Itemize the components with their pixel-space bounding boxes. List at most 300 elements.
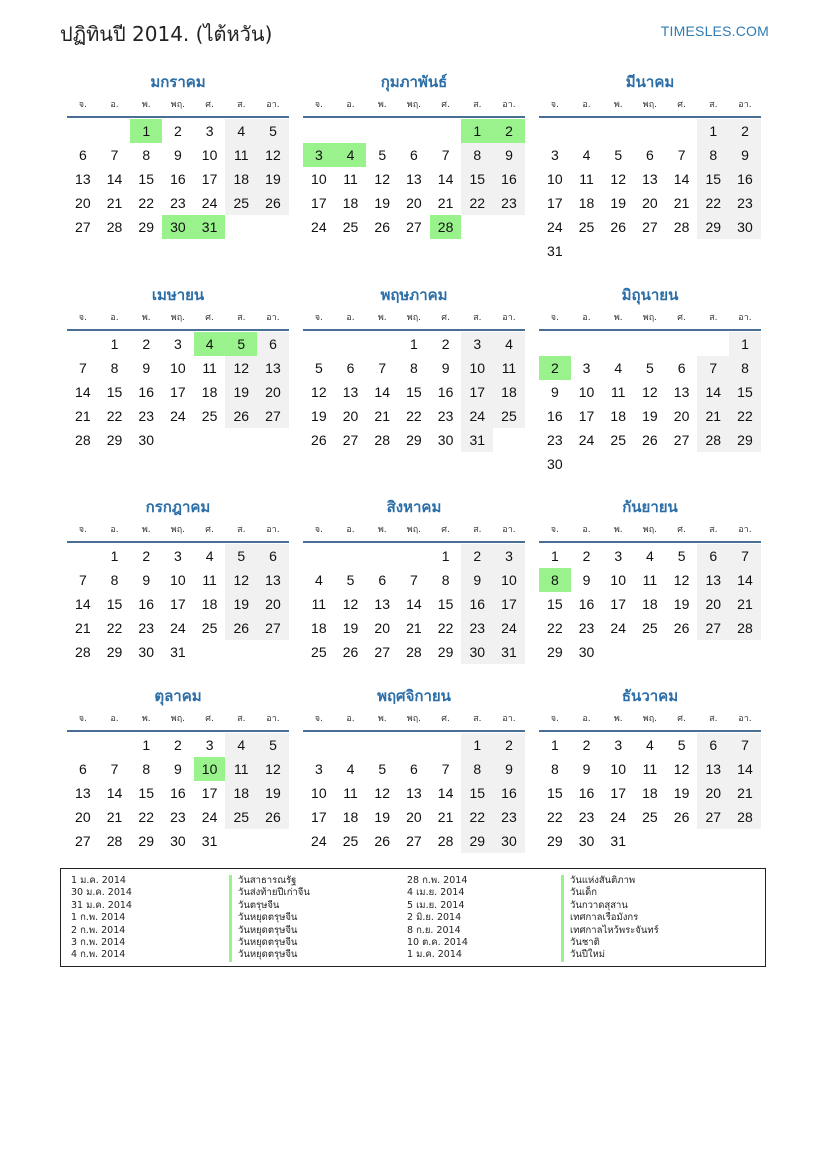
weekday-label: ส.: [237, 313, 246, 323]
day-cell: 27: [75, 219, 91, 235]
empty-day-cell: [571, 332, 603, 356]
week-row: [539, 404, 761, 428]
legend-date: 4 ก.พ. 2014: [71, 949, 126, 961]
page-title: ปฏิทินปี 2014. (ไต้หวัน): [60, 22, 273, 46]
week-row: [67, 781, 289, 805]
weekday-label: จ.: [78, 100, 87, 110]
day-cell: 4: [314, 572, 323, 588]
empty-day-cell: [571, 119, 603, 143]
weekday-label: อ.: [110, 525, 119, 535]
day-cell: 14: [697, 380, 729, 404]
weekday-label: พฤ.: [170, 313, 186, 323]
day-cell: 17: [610, 596, 626, 612]
day-cell: 5: [346, 572, 355, 588]
empty-day-cell: [602, 452, 634, 476]
day-cell: 6: [78, 761, 87, 777]
day-cell: 13: [697, 757, 729, 781]
empty-day-cell: [430, 733, 462, 757]
weekday-label: ส.: [237, 525, 246, 535]
day-cell: 4: [646, 737, 654, 753]
day-cell: 10: [311, 171, 327, 187]
weekday-label: อ.: [346, 525, 355, 535]
week-row: [539, 119, 761, 143]
legend-holiday-name: วันหยุดตรุษจีน: [229, 912, 310, 924]
day-cell: 11: [343, 785, 358, 801]
empty-day-cell: [67, 733, 99, 757]
week-row: [539, 215, 761, 239]
day-cell: 1: [550, 548, 559, 564]
day-cell: 9: [174, 147, 182, 163]
weekday-label: อ.: [582, 525, 591, 535]
day-cell: 17: [170, 596, 186, 612]
day-cell: 4: [225, 733, 257, 757]
day-cell: 12: [673, 761, 690, 777]
legend-holiday-name: วันตรุษจีน: [229, 900, 310, 912]
empty-day-cell: [666, 640, 698, 664]
day-cell: 25: [201, 620, 218, 636]
day-cell: 2: [461, 544, 493, 568]
legend-holiday-name: วันชาติ: [561, 937, 659, 949]
day-cell: 28: [106, 219, 123, 235]
day-cell: 26: [673, 620, 690, 636]
day-cell: 19: [610, 195, 626, 211]
day-cell: 19: [311, 408, 327, 424]
weekday-label: อ.: [582, 714, 591, 724]
day-cell: 30: [578, 644, 595, 660]
weekday-label: ส.: [709, 714, 718, 724]
day-cell: 20: [342, 408, 359, 424]
day-cell: 22: [106, 620, 123, 636]
week-row: [539, 568, 761, 592]
day-cell: 5: [257, 733, 289, 757]
day-cell: 20: [257, 380, 289, 404]
day-cell: 30: [547, 456, 563, 472]
empty-day-cell: [634, 332, 666, 356]
weekday-label: ส.: [709, 313, 718, 323]
day-cell: 13: [697, 568, 729, 592]
month-12: [539, 684, 761, 853]
weekday-label: พ.: [613, 313, 623, 323]
day-cell: 28: [75, 432, 91, 448]
day-cell: 12: [673, 572, 690, 588]
day-cell: 2: [142, 336, 151, 352]
weekday-label: พ.: [141, 313, 151, 323]
weekday-label: พฤ.: [642, 714, 658, 724]
day-cell: 9: [461, 568, 493, 592]
day-cell: 30: [138, 644, 154, 660]
day-cell: 25: [225, 191, 257, 215]
empty-day-cell: [461, 215, 493, 239]
day-cell: 12: [374, 171, 390, 187]
weekday-header: [67, 708, 289, 732]
week-row: [539, 757, 761, 781]
day-cell: 15: [106, 384, 123, 400]
day-cell: 5: [378, 761, 387, 777]
day-cell: 15: [138, 785, 154, 801]
week-row: [303, 781, 525, 805]
day-cell: 16: [578, 596, 595, 612]
day-cell: 24: [493, 616, 525, 640]
month-name: มกราคม: [150, 73, 206, 91]
weekday-label: ศ.: [441, 714, 450, 724]
weekday-label: ศ.: [441, 313, 450, 323]
weekday-label: ศ.: [677, 714, 686, 724]
day-cell: 30: [729, 215, 761, 239]
weekday-label: ศ.: [677, 525, 686, 535]
day-cell: 6: [257, 332, 289, 356]
day-cell: 30: [578, 833, 595, 849]
empty-day-cell: [697, 640, 729, 664]
day-cell: 20: [257, 592, 289, 616]
day-cell: 7: [677, 147, 686, 163]
day-cell: 10: [170, 360, 186, 376]
weekday-label: ส.: [473, 714, 482, 724]
month-name: สิงหาคม: [386, 498, 442, 516]
day-cell: 21: [729, 781, 761, 805]
legend-date: 2 ก.พ. 2014: [71, 924, 126, 936]
day-cell: 8: [110, 360, 119, 376]
empty-day-cell: [303, 544, 335, 568]
weekday-label: จ.: [314, 525, 323, 535]
weekday-label: อา.: [266, 525, 280, 535]
day-cell: 25: [311, 644, 327, 660]
empty-day-cell: [697, 452, 729, 476]
day-cell: 22: [138, 195, 154, 211]
day-cell: 1: [130, 119, 162, 143]
day-cell: 18: [642, 785, 658, 801]
weekday-label: ส.: [237, 714, 246, 724]
week-row: [67, 428, 289, 452]
day-cell: 26: [257, 805, 289, 829]
day-cell: 27: [642, 219, 658, 235]
weekday-label: พ.: [141, 100, 151, 110]
empty-day-cell: [666, 119, 698, 143]
day-cell: 29: [697, 215, 729, 239]
day-cell: 17: [201, 171, 218, 187]
day-cell: 9: [142, 572, 151, 588]
day-cell: 2: [582, 737, 591, 753]
day-cell: 21: [437, 809, 454, 825]
empty-day-cell: [366, 544, 398, 568]
week-row: [539, 143, 761, 167]
weekday-label: อา.: [266, 100, 280, 110]
empty-day-cell: [539, 332, 571, 356]
weekday-header: [303, 307, 525, 331]
weekday-label: อา.: [502, 714, 516, 724]
empty-day-cell: [335, 733, 367, 757]
day-cell: 23: [461, 616, 493, 640]
legend-holiday-name: วันสาธารณรัฐ: [229, 875, 310, 887]
weekday-label: พ.: [377, 525, 387, 535]
day-cell: 21: [75, 408, 91, 424]
weekday-label: พฤ.: [406, 714, 422, 724]
day-cell: 19: [342, 620, 359, 636]
day-cell: 27: [75, 833, 91, 849]
day-cell: 28: [75, 644, 91, 660]
day-cell: 17: [201, 785, 218, 801]
day-cell: 12: [225, 568, 257, 592]
empty-day-cell: [162, 428, 194, 452]
weekday-label: พ.: [613, 525, 623, 535]
weekday-header: [539, 708, 761, 732]
day-cell: 7: [78, 572, 87, 588]
day-cell: 22: [547, 809, 563, 825]
week-row: [67, 215, 289, 239]
month-4: [67, 283, 289, 452]
month-9: [539, 495, 761, 664]
month-3: [539, 70, 761, 263]
legend-date: 1 ม.ค. 2014: [71, 875, 126, 886]
empty-day-cell: [225, 829, 257, 853]
day-cell: 7: [78, 360, 87, 376]
day-cell: 27: [697, 805, 729, 829]
empty-day-cell: [398, 544, 430, 568]
empty-day-cell: [729, 829, 761, 853]
legend-holiday-name: วันหยุดตรุษจีน: [229, 925, 310, 937]
month-7: [67, 495, 289, 664]
day-cell: 16: [461, 592, 493, 616]
week-row: [67, 829, 289, 853]
empty-day-cell: [697, 829, 729, 853]
week-row: [67, 167, 289, 191]
day-cell: 4: [582, 147, 591, 163]
empty-day-cell: [493, 428, 525, 452]
weekday-label: พ.: [141, 525, 151, 535]
day-cell: 11: [642, 761, 658, 777]
weekday-label: ศ.: [205, 525, 214, 535]
day-cell: 28: [729, 616, 761, 640]
weekday-label: พฤ.: [642, 525, 658, 535]
day-cell: 29: [106, 644, 123, 660]
weekday-label: อา.: [738, 313, 752, 323]
week-row: [67, 757, 289, 781]
weekday-label: ศ.: [677, 100, 686, 110]
day-cell: 5: [614, 147, 623, 163]
day-cell: 23: [138, 620, 154, 636]
month-name: มิถุนายน: [621, 286, 679, 304]
day-cell: 24: [610, 620, 626, 636]
day-cell: 15: [547, 785, 563, 801]
day-cell: 25: [201, 408, 218, 424]
weekday-header: [539, 307, 761, 331]
day-cell: 19: [673, 596, 690, 612]
day-cell: 5: [225, 332, 257, 356]
day-cell: 13: [75, 785, 91, 801]
month-1: [67, 70, 289, 239]
day-cell: 14: [106, 171, 123, 187]
day-cell: 31: [194, 215, 226, 239]
day-cell: 21: [437, 195, 454, 211]
day-cell: 21: [106, 195, 123, 211]
weekday-label: พฤ.: [406, 100, 422, 110]
day-cell: 25: [493, 404, 525, 428]
day-cell: 24: [610, 809, 626, 825]
weekday-label: พ.: [613, 100, 623, 110]
day-cell: 30: [461, 640, 493, 664]
day-cell: 3: [582, 360, 591, 376]
weekday-label: อ.: [346, 100, 355, 110]
day-cell: 31: [493, 640, 525, 664]
day-cell: 25: [225, 805, 257, 829]
day-cell: 7: [378, 360, 387, 376]
day-cell: 15: [729, 380, 761, 404]
day-cell: 23: [729, 191, 761, 215]
day-cell: 7: [441, 761, 450, 777]
weekday-label: อ.: [346, 714, 355, 724]
day-cell: 31: [610, 833, 626, 849]
month-name: กันยายน: [622, 498, 678, 516]
day-cell: 14: [673, 171, 690, 187]
day-cell: 5: [677, 548, 686, 564]
week-row: [303, 167, 525, 191]
empty-day-cell: [729, 239, 761, 263]
day-cell: 16: [578, 785, 595, 801]
week-row: [303, 215, 525, 239]
day-cell: 17: [311, 195, 327, 211]
empty-day-cell: [539, 119, 571, 143]
day-cell: 23: [578, 620, 595, 636]
day-cell: 23: [138, 408, 154, 424]
day-cell: 26: [610, 219, 626, 235]
weekday-label: พฤ.: [642, 313, 658, 323]
weekday-label: จ.: [78, 313, 87, 323]
weekday-label: พฤ.: [170, 525, 186, 535]
empty-day-cell: [493, 215, 525, 239]
day-cell: 10: [578, 384, 595, 400]
week-row: [67, 616, 289, 640]
weekday-label: ส.: [709, 525, 718, 535]
day-cell: 14: [374, 384, 390, 400]
empty-day-cell: [303, 332, 335, 356]
holiday-legend: [60, 868, 766, 967]
day-cell: 8: [142, 147, 151, 163]
day-cell: 16: [138, 384, 154, 400]
day-cell: 5: [314, 360, 323, 376]
day-cell: 30: [170, 833, 186, 849]
weekday-label: ส.: [473, 313, 482, 323]
weekday-label: ศ.: [205, 714, 214, 724]
day-cell: 11: [579, 171, 594, 187]
day-cell: 27: [406, 833, 422, 849]
day-cell: 21: [729, 592, 761, 616]
empty-day-cell: [697, 239, 729, 263]
day-cell: 11: [493, 356, 525, 380]
day-cell: 1: [110, 548, 119, 564]
month-2: [303, 70, 525, 239]
weekday-label: ส.: [237, 100, 246, 110]
day-cell: 11: [642, 572, 658, 588]
day-cell: 23: [170, 809, 186, 825]
day-cell: 25: [642, 620, 658, 636]
day-cell: 20: [75, 809, 91, 825]
day-cell: 7: [729, 544, 761, 568]
day-cell: 17: [493, 592, 525, 616]
weekday-header: [67, 307, 289, 331]
day-cell: 9: [582, 572, 591, 588]
month-5: [303, 283, 525, 452]
week-row: [303, 568, 525, 592]
legend-date: 4 เม.ย. 2014: [407, 887, 465, 899]
empty-day-cell: [67, 544, 99, 568]
legend-holiday-name: วันหยุดตรุษจีน: [229, 937, 310, 949]
weekday-label: พฤ.: [642, 100, 658, 110]
day-cell: 1: [441, 548, 450, 564]
day-cell: 19: [642, 408, 658, 424]
empty-day-cell: [571, 239, 603, 263]
week-row: [539, 167, 761, 191]
day-cell: 4: [205, 548, 214, 564]
weekday-label: พ.: [377, 100, 387, 110]
week-row: [67, 640, 289, 664]
day-cell: 5: [677, 737, 686, 753]
weekday-label: จ.: [550, 714, 559, 724]
day-cell: 27: [406, 219, 422, 235]
month-11: [303, 684, 525, 853]
day-cell: 18: [201, 596, 218, 612]
empty-day-cell: [335, 332, 367, 356]
empty-day-cell: [634, 452, 666, 476]
day-cell: 10: [194, 757, 226, 781]
day-cell: 12: [342, 596, 359, 612]
day-cell: 2: [729, 119, 761, 143]
empty-day-cell: [257, 215, 289, 239]
weekday-label: ศ.: [205, 100, 214, 110]
weekday-label: จ.: [78, 714, 87, 724]
day-cell: 11: [225, 757, 257, 781]
day-cell: 10: [547, 171, 563, 187]
week-row: [303, 143, 525, 167]
day-cell: 3: [314, 761, 323, 777]
week-row: [539, 332, 761, 356]
legend-date: 30 ม.ค. 2014: [71, 887, 132, 899]
brand-link[interactable]: TIMESLES.COM: [660, 23, 769, 39]
day-cell: 6: [697, 733, 729, 757]
day-cell: 25: [578, 219, 595, 235]
day-cell: 5: [646, 360, 654, 376]
empty-day-cell: [67, 119, 99, 143]
day-cell: 20: [673, 408, 690, 424]
week-row: [303, 332, 525, 356]
week-row: [539, 544, 761, 568]
week-row: [303, 544, 525, 568]
day-cell: 21: [106, 809, 123, 825]
weekday-label: อ.: [582, 313, 591, 323]
day-cell: 9: [174, 761, 182, 777]
week-row: [67, 332, 289, 356]
weekday-header: [539, 94, 761, 118]
day-cell: 25: [342, 833, 359, 849]
day-cell: 11: [202, 360, 217, 376]
day-cell: 14: [75, 596, 91, 612]
day-cell: 17: [461, 380, 493, 404]
day-cell: 13: [673, 384, 690, 400]
day-cell: 27: [257, 616, 289, 640]
day-cell: 12: [642, 384, 658, 400]
week-row: [303, 191, 525, 215]
day-cell: 19: [673, 785, 690, 801]
week-row: [539, 592, 761, 616]
legend-holiday-name: เทศกาลเรือมังกร: [561, 912, 659, 924]
day-cell: 5: [378, 147, 387, 163]
day-cell: 24: [201, 195, 218, 211]
weekday-header: [67, 519, 289, 543]
day-cell: 3: [205, 123, 214, 139]
empty-day-cell: [225, 215, 257, 239]
empty-day-cell: [729, 640, 761, 664]
day-cell: 17: [311, 809, 327, 825]
week-row: [303, 428, 525, 452]
day-cell: 8: [142, 761, 151, 777]
